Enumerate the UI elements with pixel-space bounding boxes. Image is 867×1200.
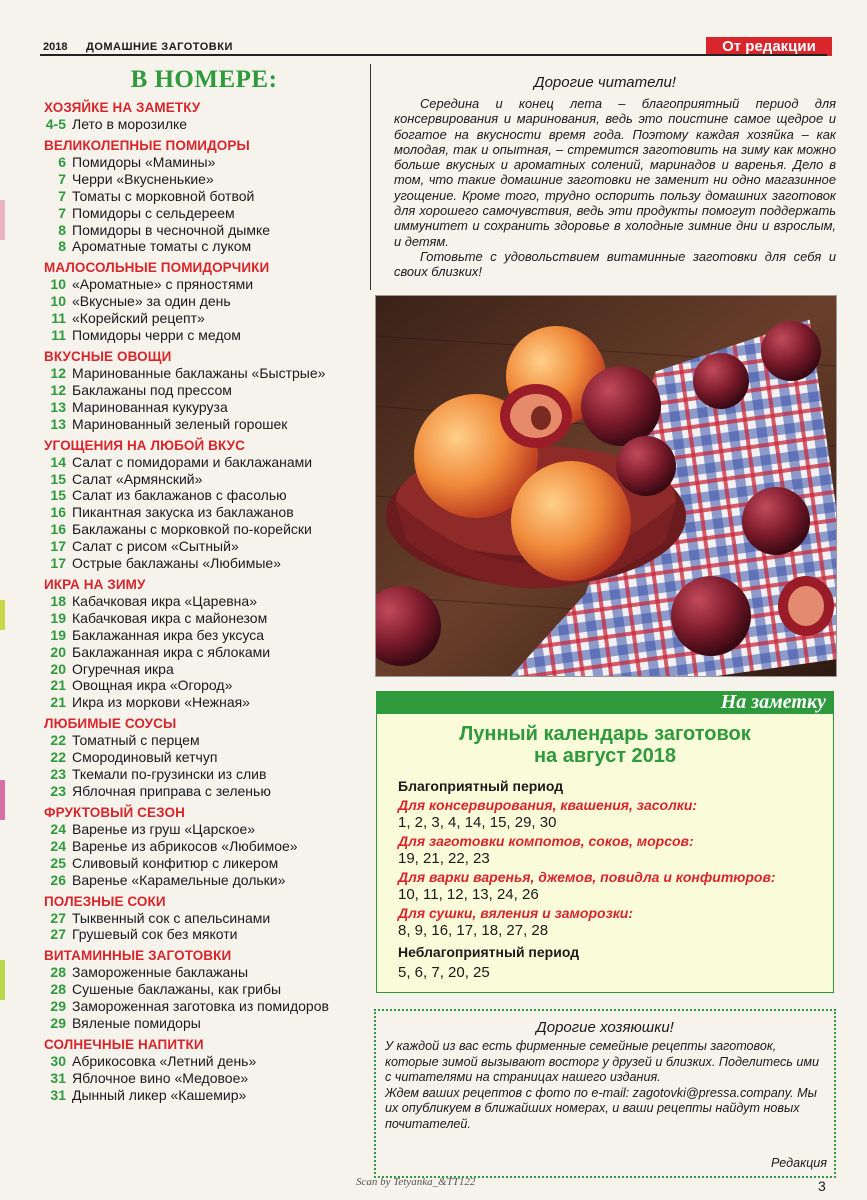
toc-title: В НОМЕРЕ: <box>130 66 278 93</box>
toc-entry <box>44 694 364 711</box>
hostess-signature: Редакция <box>771 1156 827 1170</box>
toc-entry-title: Маринованный зеленый горошек <box>72 415 288 432</box>
toc-entry <box>44 538 364 555</box>
peaches-plums-illustration <box>376 296 836 676</box>
header-year: 2018 <box>43 41 68 53</box>
hostess-title: Дорогие хозяюшки! <box>536 1019 674 1036</box>
editorial-paragraph-1: Середина и конец лета – благоприятный период для консервирования и маринования, ведь это поистине самое щедрое и богатое на вкусности время года. Поэтому каждая хозяйка – как молодая, так и опытная, – стремится заготовить на зиму как можно больше вкусных и ароматных солений, маринадов и варенья. Дело в том, что такие домашние заготовки не заменит ни одно магазинное угощение. Кроме того, трудно оспорить пользу домашних заготовок для хорошего самочувствия, ведь эти продукты помогут поддержать иммунитет и сохранить здоровье в холодные зимние дни и взрослым, и детям. <box>394 96 836 249</box>
toc-entry-title: Яблочное вино «Медовое» <box>72 1069 249 1086</box>
toc-section <box>44 438 364 572</box>
toc-entry-title: «Корейский рецепт» <box>72 310 205 327</box>
toc-entry-page: 8 <box>58 238 66 255</box>
toc-entry-title: Черри «Вкусненькие» <box>72 170 214 187</box>
toc-entry-title: Варенье из груш «Царское» <box>72 820 256 837</box>
toc-entry-page: 13 <box>50 415 66 432</box>
toc-entry-title: Салат с рисом «Сытный» <box>72 538 239 555</box>
scan-credit: Scan by Tetyanka_&TT122 <box>356 1176 476 1188</box>
toc-entry-title: Помидоры в чесночной дымке <box>72 221 271 238</box>
toc-entry-page: 10 <box>50 276 66 293</box>
page-number: 3 <box>818 1178 826 1194</box>
toc-entry-page: 12 <box>50 381 66 398</box>
toc-entry <box>44 766 364 783</box>
toc-entry-title: Икра из моркови «Нежная» <box>72 694 250 711</box>
toc-entry <box>44 382 364 399</box>
toc-entry <box>44 188 364 205</box>
toc-entry-page: 14 <box>50 453 66 470</box>
toc-section-title: ВЕЛИКОЛЕПНЫЕ ПОМИДОРЫ <box>44 137 250 153</box>
toc-section <box>44 100 364 133</box>
editorial-title: Дорогие читатели! <box>534 74 676 91</box>
toc-section-title: ФРУКТОВЫЙ СЕЗОН <box>44 804 185 820</box>
toc-entry <box>44 454 364 471</box>
toc-entry-page: 22 <box>50 732 66 749</box>
toc-entry <box>44 644 364 661</box>
toc-entry-title: Варенье из абрикосов «Любимое» <box>72 837 298 854</box>
toc-section <box>44 805 364 889</box>
note-bar <box>376 691 834 713</box>
editorial-letter <box>374 64 836 282</box>
toc-entry-page: 17 <box>50 538 66 555</box>
toc-entry-page: 24 <box>50 837 66 854</box>
toc-entry <box>44 310 364 327</box>
hostess-text-2: Ждем ваших рецептов с фото по e-mail: zagotovki@pressa.company. Мы их опубликуем в ближайших номерах, и ваши рецепты найдут новых почитателей. <box>385 1085 817 1131</box>
toc-entry-page: 11 <box>51 310 66 327</box>
toc-entry <box>44 855 364 872</box>
toc-entry-title: Огуречная икра <box>72 660 174 677</box>
toc-section <box>44 1037 364 1104</box>
toc-entry <box>44 327 364 344</box>
header-magazine-title: ДОМАШНИЕ ЗАГОТОВКИ <box>86 41 233 53</box>
toc-entry <box>44 399 364 416</box>
toc-entry-title: Смородиновый кетчуп <box>72 749 218 766</box>
toc-entry-title: Помидоры «Мамины» <box>72 153 216 170</box>
toc-entry-title: Салат «Армянский» <box>72 470 203 487</box>
toc-section <box>44 894 364 944</box>
toc-entry-page: 17 <box>50 555 66 572</box>
toc-entry-page: 28 <box>50 981 66 998</box>
toc-entry <box>44 487 364 504</box>
note-bar-label: На заметку <box>720 691 826 713</box>
toc-entry-page: 19 <box>50 626 66 643</box>
toc-entry-title: Томатный с перцем <box>72 732 200 749</box>
toc-entry-page: 16 <box>50 504 66 521</box>
toc-sections <box>44 100 364 1104</box>
toc-section-title: МАЛОСОЛЬНЫЕ ПОМИДОРЧИКИ <box>44 260 270 276</box>
toc-section-title: ХОЗЯЙКЕ НА ЗАМЕТКУ <box>44 100 201 115</box>
toc-entry-page: 29 <box>50 998 66 1015</box>
toc-entry-page: 19 <box>50 609 66 626</box>
toc-entry <box>44 116 364 133</box>
toc-entry-title: Вяленые помидоры <box>72 1015 201 1032</box>
toc-entry <box>44 1015 364 1032</box>
edge-stripe-green <box>0 960 5 1000</box>
edge-stripe-lime <box>0 600 5 630</box>
edge-stripe-pink <box>0 200 5 240</box>
toc-section <box>44 577 364 711</box>
toc-entry-title: Варенье «Карамельные дольки» <box>72 871 286 888</box>
toc-entry-page: 28 <box>50 964 66 981</box>
toc-entry-title: Маринованная кукуруза <box>72 398 228 415</box>
toc-section <box>44 716 364 800</box>
toc-entry-page: 6 <box>58 153 66 170</box>
hostess-appeal-box <box>374 1009 836 1178</box>
toc-entry <box>44 661 364 678</box>
table-of-contents <box>44 66 364 1109</box>
lunar-category-days: 19, 21, 22, 23 <box>398 850 490 867</box>
toc-entry-title: Баклажанная икра с яблоками <box>72 643 271 660</box>
toc-entry-page: 10 <box>50 293 66 310</box>
toc-entry-title: Баклажанная икра без уксуса <box>72 626 265 643</box>
toc-entry-title: Острые баклажаны «Любимые» <box>72 555 281 572</box>
toc-entry <box>44 1070 364 1087</box>
toc-entry-page: 22 <box>50 749 66 766</box>
toc-entry-page: 12 <box>50 364 66 381</box>
toc-entry-title: Абрикосовка «Летний день» <box>72 1052 257 1069</box>
toc-entry <box>44 276 364 293</box>
toc-entry-title: Ароматные томаты с луком <box>72 238 252 255</box>
toc-entry-title: «Вкусные» за один день <box>72 293 231 310</box>
toc-entry <box>44 981 364 998</box>
toc-section <box>44 138 364 255</box>
toc-entry <box>44 521 364 538</box>
toc-entry-title: Замороженные баклажаны <box>72 964 249 981</box>
toc-section-title: УГОЩЕНИЯ НА ЛЮБОЙ ВКУС <box>44 437 246 453</box>
toc-entry-page: 15 <box>50 470 66 487</box>
toc-entry-title: Помидоры черри с медом <box>72 327 241 344</box>
toc-entry-title: Яблочная приправа с зеленью <box>72 783 271 799</box>
toc-entry-title: Маринованные баклажаны «Быстрые» <box>72 364 326 381</box>
toc-entry-title: Дынный ликер «Кашемир» <box>72 1086 247 1103</box>
toc-entry-title: Тыквенный сок с апельсинами <box>72 909 271 926</box>
section-badge: От редакции <box>706 37 832 56</box>
lunar-category-label: Для заготовки компотов, соков, морсов: <box>398 833 694 849</box>
toc-entry <box>44 627 364 644</box>
toc-entry <box>44 416 364 433</box>
toc-entry-page: 15 <box>50 487 66 504</box>
toc-entry-title: Пикантная закуска из баклажанов <box>72 504 294 521</box>
toc-entry <box>44 926 364 943</box>
toc-entry-page: 30 <box>50 1052 66 1069</box>
lunar-category-label: Для варки варенья, джемов, повидла и конфитюров: <box>398 869 776 885</box>
toc-entry <box>44 293 364 310</box>
toc-entry-page: 20 <box>50 660 66 677</box>
toc-entry-page: 21 <box>50 694 66 711</box>
toc-entry-page: 23 <box>50 766 66 783</box>
toc-entry-page: 13 <box>50 398 66 415</box>
toc-entry <box>44 205 364 222</box>
lunar-calendar-box <box>376 713 834 993</box>
toc-entry-title: Лето в морозилке <box>72 116 188 132</box>
lunar-category-label: Для консервирования, квашения, засолки: <box>398 797 698 813</box>
toc-section <box>44 349 364 433</box>
unfavorable-period-label: Неблагоприятный период <box>398 944 580 960</box>
toc-entry <box>44 1053 364 1070</box>
toc-entry <box>44 610 364 627</box>
toc-entry-page: 29 <box>50 1015 66 1032</box>
column-divider <box>370 64 371 290</box>
toc-entry-page: 27 <box>50 909 66 926</box>
toc-entry-title: Грушевый сок без мякоти <box>72 926 238 943</box>
header-rule <box>40 54 827 56</box>
toc-section-title: ВКУСНЫЕ ОВОЩИ <box>44 348 172 364</box>
toc-entry-page: 8 <box>58 221 66 238</box>
toc-entry-page: 26 <box>50 871 66 888</box>
toc-entry <box>44 365 364 382</box>
fruit-photo <box>375 295 837 677</box>
toc-entry-title: Кабачковая икра с майонезом <box>72 609 268 626</box>
favorable-period-label: Благоприятный период <box>398 778 564 794</box>
toc-entry-title: Сушеные баклажаны, как грибы <box>72 981 282 998</box>
toc-entry-title: Баклажаны под прессом <box>72 381 232 398</box>
toc-entry-title: Баклажаны с морковкой по-корейски <box>72 521 312 538</box>
toc-section-title: ВИТАМИННЫЕ ЗАГОТОВКИ <box>44 948 232 964</box>
toc-entry-title: Овощная икра «Огород» <box>72 677 233 694</box>
toc-entry-title: Салат из баклажанов с фасолью <box>72 487 287 504</box>
toc-section <box>44 260 364 344</box>
toc-section-title: СОЛНЕЧНЫЕ НАПИТКИ <box>44 1036 204 1052</box>
toc-entry <box>44 555 364 572</box>
toc-entry-title: Кабачковая икра «Царевна» <box>72 592 257 609</box>
toc-section-title: ИКРА НА ЗИМУ <box>44 576 146 592</box>
toc-entry-page: 7 <box>58 170 66 187</box>
toc-entry-page: 21 <box>50 677 66 694</box>
toc-entry-page: 4-5 <box>45 116 66 132</box>
lunar-title-line1: Лунный календарь заготовок <box>459 723 751 745</box>
hostess-text-1: У каждой из вас есть фирменные семейные рецепты заготовок, которые зимой вызывают восторг у друзей и близких. Поделитесь ими с читателями на страницах нашего издания. <box>385 1039 820 1084</box>
toc-entry-title: Помидоры с сельдереем <box>72 204 235 221</box>
lunar-category-label: Для сушки, вяления и заморозки: <box>398 905 634 921</box>
toc-entry <box>44 593 364 610</box>
toc-entry-page: 31 <box>50 1086 66 1103</box>
lunar-category-days: 10, 11, 12, 13, 24, 26 <box>398 886 539 903</box>
toc-entry-page: 20 <box>50 643 66 660</box>
toc-entry <box>44 504 364 521</box>
toc-entry <box>44 749 364 766</box>
lunar-category-days: 8, 9, 16, 17, 18, 27, 28 <box>398 922 549 939</box>
toc-entry-page: 25 <box>50 854 66 871</box>
toc-entry-page: 7 <box>58 204 66 221</box>
toc-entry-page: 11 <box>51 327 66 344</box>
toc-entry <box>44 872 364 889</box>
toc-entry-page: 18 <box>50 592 66 609</box>
toc-entry <box>44 783 364 800</box>
toc-entry <box>44 677 364 694</box>
toc-entry-page: 7 <box>58 187 66 204</box>
unfavorable-days: 5, 6, 7, 20, 25 <box>398 964 490 981</box>
toc-entry <box>44 1087 364 1104</box>
toc-entry <box>44 732 364 749</box>
toc-section <box>44 948 364 1032</box>
toc-entry-title: Сливовый конфитюр с ликером <box>72 854 279 871</box>
toc-entry <box>44 910 364 927</box>
toc-entry-title: Томаты с морковной ботвой <box>72 187 255 204</box>
edge-stripe-magenta <box>0 780 5 820</box>
toc-entry <box>44 821 364 838</box>
lunar-title-line2: на август 2018 <box>533 745 677 767</box>
toc-entry <box>44 964 364 981</box>
editorial-paragraph-2: Готовьте с удовольствием витаминные заготовки для себя и своих близких! <box>394 248 836 280</box>
toc-entry <box>44 998 364 1015</box>
toc-entry-title: «Ароматные» с пряностями <box>72 276 254 293</box>
toc-entry-page: 27 <box>50 926 66 943</box>
toc-entry-page: 31 <box>50 1069 66 1086</box>
toc-section-title: ЛЮБИМЫЕ СОУСЫ <box>44 716 177 732</box>
toc-entry <box>44 154 364 171</box>
toc-entry <box>44 222 364 239</box>
toc-section-title: ПОЛЕЗНЫЕ СОКИ <box>44 893 166 909</box>
toc-entry <box>44 471 364 488</box>
toc-entry <box>44 171 364 188</box>
toc-entry-page: 24 <box>50 820 66 837</box>
toc-entry-title: Салат с помидорами и баклажанами <box>72 453 313 470</box>
toc-entry <box>44 238 364 255</box>
toc-entry-page: 16 <box>50 521 66 538</box>
toc-entry-page: 23 <box>50 783 66 799</box>
toc-entry <box>44 838 364 855</box>
toc-entry-title: Замороженная заготовка из помидоров <box>72 998 329 1015</box>
toc-entry-title: Ткемали по-грузински из слив <box>72 766 267 783</box>
lunar-category-days: 1, 2, 3, 4, 14, 15, 29, 30 <box>398 814 557 831</box>
